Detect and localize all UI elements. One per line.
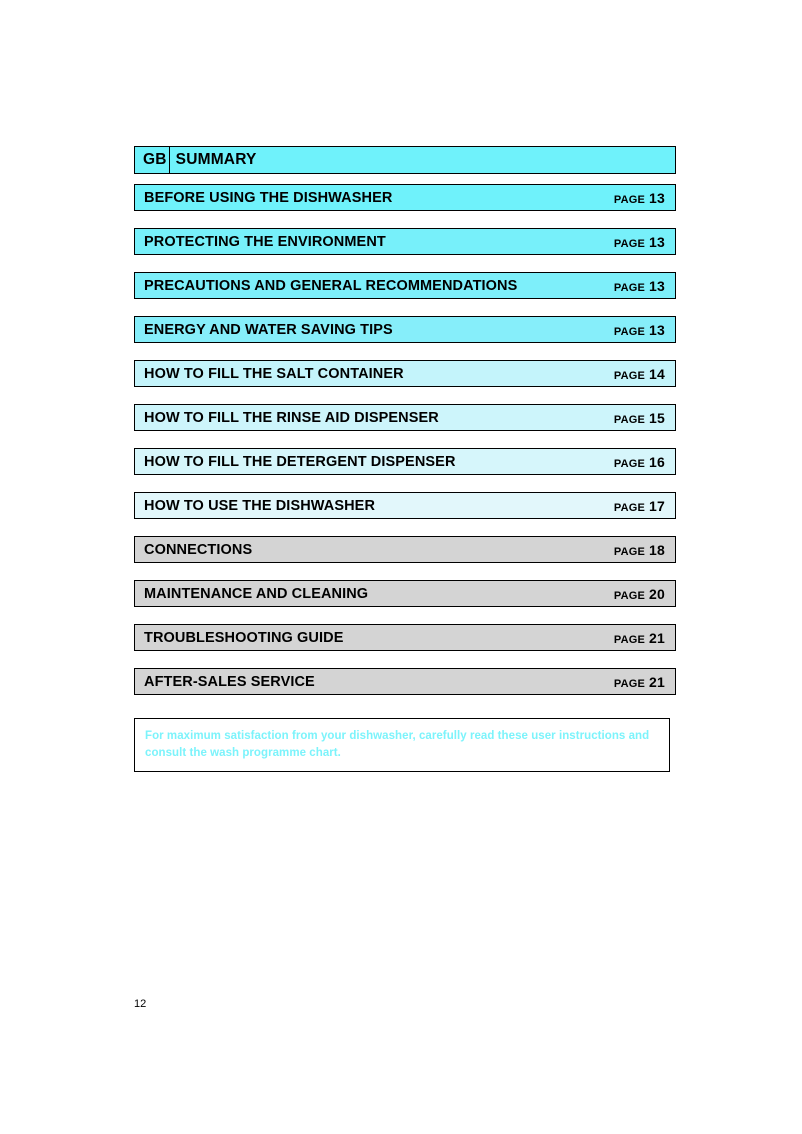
page-number: 12: [134, 998, 147, 1010]
toc-entry-page-number: 18: [649, 541, 665, 558]
toc-row[interactable]: [134, 228, 676, 255]
toc-entry-pageref: [614, 234, 665, 250]
toc-entry-title: HOW TO USE THE DISHWASHER: [144, 497, 376, 514]
toc-entry-pageref: [614, 190, 665, 206]
toc-entry-page-label: PAGE: [613, 677, 646, 690]
toc-entry-title: HOW TO FILL THE DETERGENT DISPENSER: [144, 453, 456, 470]
page-title: SUMMARY: [175, 151, 257, 168]
toc-entry-pageref: [614, 410, 665, 426]
summary-header: [134, 146, 676, 174]
toc-row[interactable]: [134, 492, 676, 519]
toc-entry-title: CONNECTIONS: [144, 541, 253, 558]
toc-entry-page-label: PAGE: [613, 457, 646, 470]
toc-row[interactable]: [134, 272, 676, 299]
toc-entry-page-number: 13: [649, 233, 665, 250]
toc-entry-page-label: PAGE: [613, 193, 646, 206]
toc-entry-page-number: 13: [649, 321, 665, 338]
toc-entry-page-label: PAGE: [613, 325, 646, 338]
toc-entry-page-label: PAGE: [613, 369, 646, 382]
toc-row[interactable]: [134, 360, 676, 387]
toc-row[interactable]: [134, 668, 676, 695]
toc-entry-page-number: 17: [649, 497, 665, 514]
toc-entry-title: TROUBLESHOOTING GUIDE: [144, 629, 344, 646]
toc-entry-page-label: PAGE: [613, 501, 646, 514]
toc-row[interactable]: [134, 316, 676, 343]
note-box: [134, 718, 670, 772]
toc-entry-pageref: [614, 674, 665, 690]
toc-entry-pageref: [614, 630, 665, 646]
toc-entry-pageref: [614, 454, 665, 470]
table-of-contents: [134, 184, 676, 695]
summary-content: [134, 146, 676, 772]
toc-entry-title: BEFORE USING THE DISHWASHER: [144, 189, 393, 206]
toc-entry-title: ENERGY AND WATER SAVING TIPS: [144, 321, 393, 338]
toc-row[interactable]: [134, 536, 676, 563]
toc-row[interactable]: [134, 184, 676, 211]
toc-entry-page-label: PAGE: [613, 633, 646, 646]
toc-entry-pageref: [614, 498, 665, 514]
toc-entry-title: HOW TO FILL THE RINSE AID DISPENSER: [144, 409, 439, 426]
toc-entry-page-label: PAGE: [613, 413, 646, 426]
toc-entry-page-number: 16: [649, 453, 665, 470]
toc-entry-pageref: [614, 366, 665, 382]
toc-entry-title: MAINTENANCE AND CLEANING: [144, 585, 369, 602]
toc-entry-pageref: [614, 542, 665, 558]
toc-entry-page-label: PAGE: [613, 237, 646, 250]
toc-row[interactable]: [134, 404, 676, 431]
note-text: For maximum satisfaction from your dishwasher, carefully read these user instructions and consult the wash programme chart.: [145, 730, 650, 759]
toc-entry-page-label: PAGE: [613, 589, 646, 602]
toc-entry-title: PROTECTING THE ENVIRONMENT: [144, 233, 386, 250]
toc-entry-pageref: [614, 278, 665, 294]
toc-row[interactable]: [134, 448, 676, 475]
locale-code: GB: [135, 147, 170, 173]
toc-entry-page-number: 20: [649, 585, 665, 602]
toc-entry-page-label: PAGE: [613, 281, 646, 294]
toc-entry-page-number: 15: [649, 409, 665, 426]
toc-entry-page-number: 21: [649, 629, 665, 646]
toc-entry-pageref: [614, 586, 665, 602]
toc-entry-page-label: PAGE: [613, 545, 646, 558]
toc-row[interactable]: [134, 580, 676, 607]
toc-row[interactable]: [134, 624, 676, 651]
toc-entry-page-number: 14: [649, 365, 665, 382]
toc-entry-title: AFTER-SALES SERVICE: [144, 673, 315, 690]
toc-entry-pageref: [614, 322, 665, 338]
toc-entry-page-number: 13: [649, 189, 665, 206]
toc-entry-title: HOW TO FILL THE SALT CONTAINER: [144, 365, 404, 382]
toc-entry-title: PRECAUTIONS AND GENERAL RECOMMENDATIONS: [144, 277, 518, 294]
toc-entry-page-number: 13: [649, 277, 665, 294]
toc-entry-page-number: 21: [649, 673, 665, 690]
